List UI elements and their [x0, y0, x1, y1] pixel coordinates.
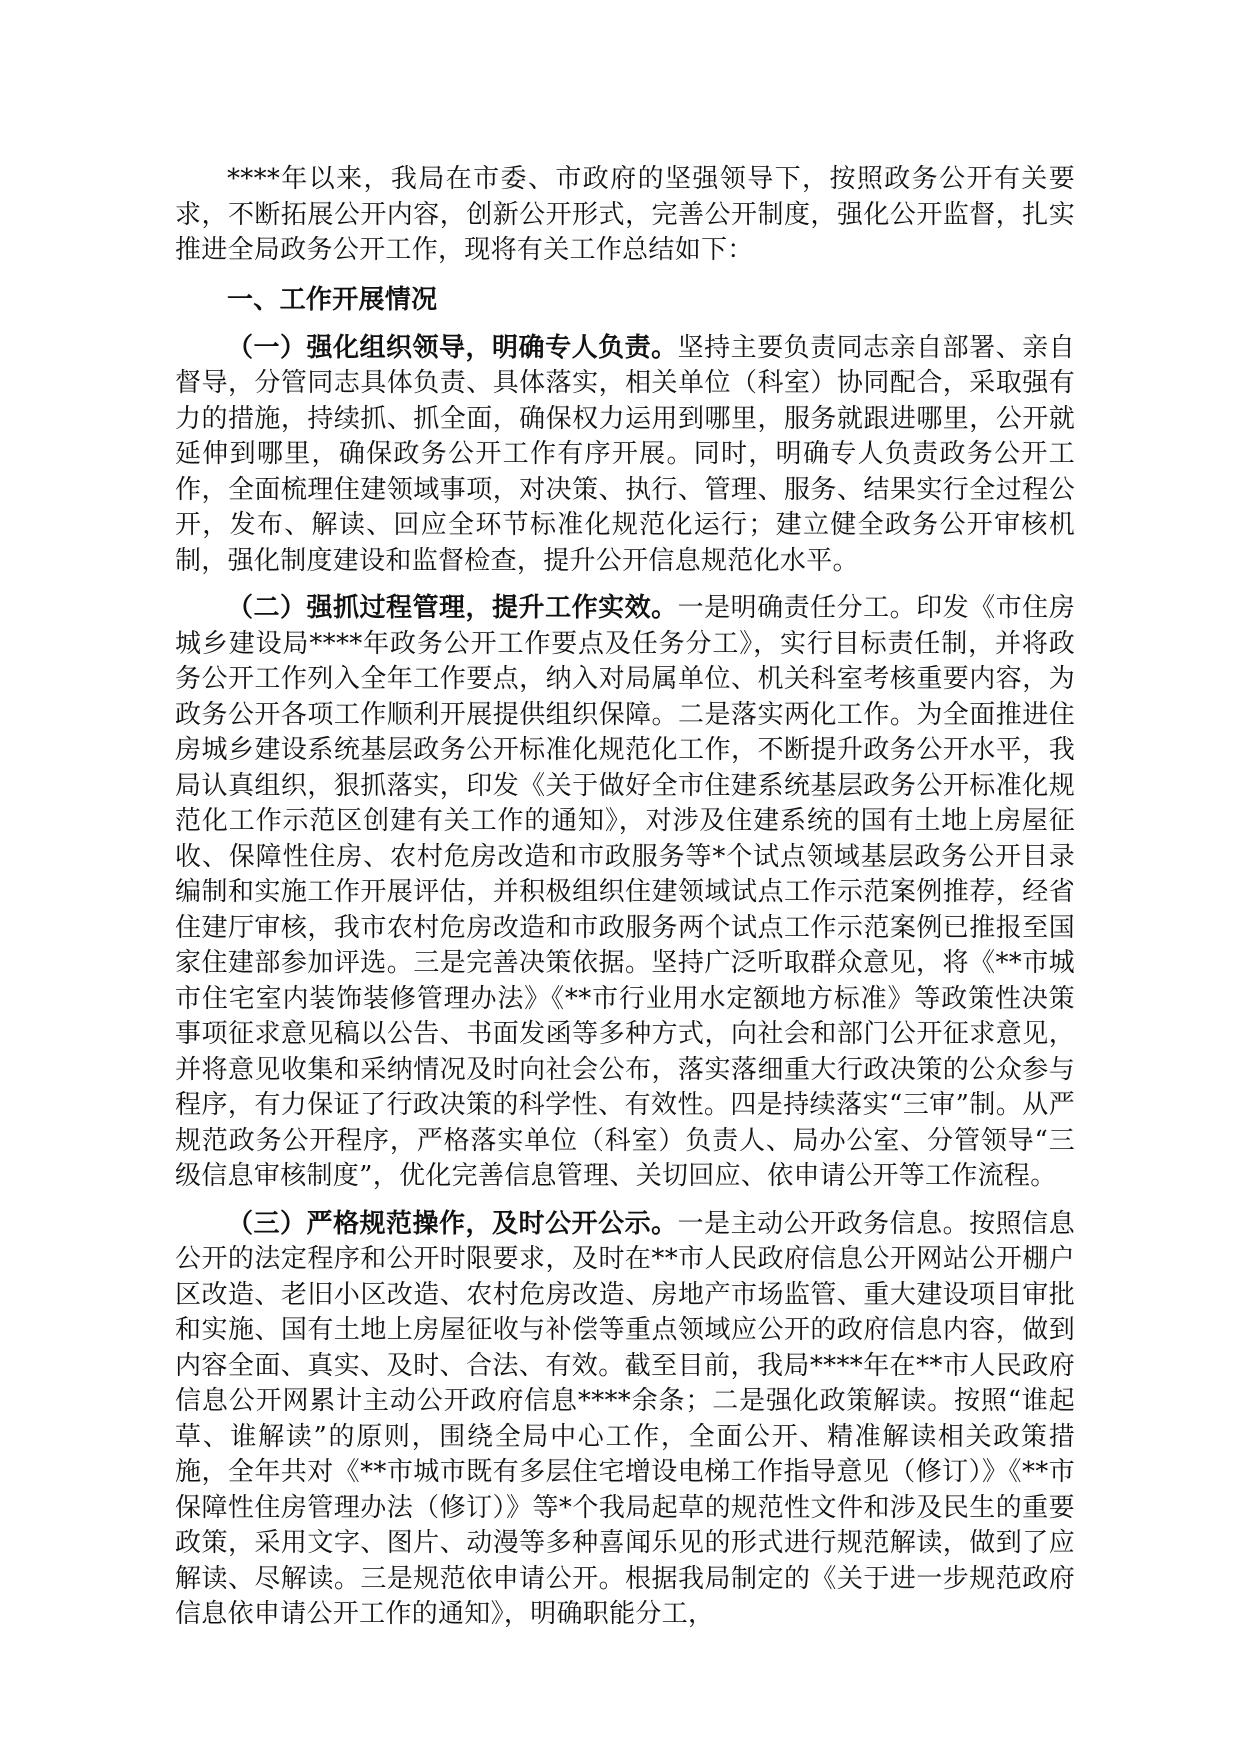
section-heading-1: 一、工作开展情况	[227, 284, 438, 315]
intro-paragraph: ****年以来，我局在市委、市政府的坚强领导下，按照政务公开有关要求，不断拓展公开内容，创新公开形式，完善公开制度，强化公开监督，扎实推进全局政务公开工作，现将有关工作总结如下：	[175, 164, 1075, 265]
subsection-2-body: 一是明确责任分工。印发《市住房城乡建设局****年政务公开工作要点及任务分工》，实行目标责任制，并将政务公开工作列入全年工作要点，纳入对局属单位、机关科室考核重要内容，为政务公开各项工作顺利开展提供组织保障。二是落实两化工作。为全面推进住房城乡建设系统基层政务公开标准化规范化工作，不断提升政务公开水平，我局认真组织，狠抓落实，印发《关于做好全市住建系统基层政务公开标准化规范化工作示范区创建有关工作的通知》，对涉及住建系统的国有土地上房屋征收、保障性住房、农村危房改造和市政服务等*个试点领域基层政务公开目录编制和实施工作开展评估，并积极组织住建领域试点工作示范案例推荐，经省住建厅审核，我市农村危房改造和市政服务两个试点工作示范案例已推报至国家住建部参加评选。三是完善决策依据。坚持广泛听取群众意见，将《**市城市住宅室内装饰装修管理办法》《**市行业用水定额地方标准》等政策性决策事项征求意见稿以公告、书面发函等多种方式，向社会和部门公开征求意见，并将意见收集和采纳情况及时向社会公布，落实落细重大行政决策的公众参与程序，有力保证了行政决策的科学性、有效性。四是持续落实“三审”制。从严规范政务公开程序，严格落实单位（科室）负责人、局办公室、分管领导“三级信息审核制度”，优化完善信息管理、关切回应、依申请公开等工作流程。	[175, 593, 1075, 1191]
subsection-2-paragraph	[175, 591, 1075, 1195]
subsection-1-paragraph	[175, 331, 1075, 580]
subsection-3-paragraph	[175, 1207, 1075, 1633]
subsection-1-title: （一）强化组织领导，明确专人负责。	[227, 332, 678, 363]
document-body	[175, 162, 1075, 1645]
subsection-1-body: 坚持主要负责同志亲自部署、亲自督导，分管同志具体负责、具体落实，相关单位（科室）协同配合，采取强有力的措施，持续抓、抓全面，确保权力运用到哪里，服务就跟进哪里，公开就延伸到哪里，确保政务公开工作有序开展。同时，明确专人负责政务公开工作，全面梳理住建领域事项，对决策、执行、管理、服务、结果实行全过程公开，发布、解读、回应全环节标准化规范化运行；建立健全政务公开审核机制，强化制度建设和监督检查，提升公开信息规范化水平。	[175, 332, 1075, 576]
subsection-2-title: （二）强抓过程管理，提升工作实效。	[227, 593, 678, 623]
subsection-3-title: （三）严格规范操作，及时公开公示。	[227, 1208, 678, 1239]
subsection-3-body: 一是主动公开政务信息。按照信息公开的法定程序和公开时限要求，及时在**市人民政府信息公开网站公开棚户区改造、老旧小区改造、农村危房改造、房地产市场监管、重大建设项目审批和实施、国有土地上房屋征收与补偿等重点领域应公开的政府信息内容，做到内容全面、真实、及时、合法、有效。截至目前，我局****年在**市人民政府信息公开网累计主动公开政府信息****余条；二是强化政策解读。按照“谁起草、谁解读”的原则，围绕全局中心工作，全面公开、精准解读相关政策措施，全年共对《**市城市既有多层住宅增设电梯工作指导意见（修订）》《**市保障性住房管理办法（修订）》等*个我局起草的规范性文件和涉及民生的重要政策，采用文字、图片、动漫等多种喜闻乐见的形式进行规范解读，做到了应解读、尽解读。三是规范依申请公开。根据我局制定的《关于进一步规范政府信息依申请公开工作的通知》，明确职能分工，	[175, 1208, 1075, 1629]
